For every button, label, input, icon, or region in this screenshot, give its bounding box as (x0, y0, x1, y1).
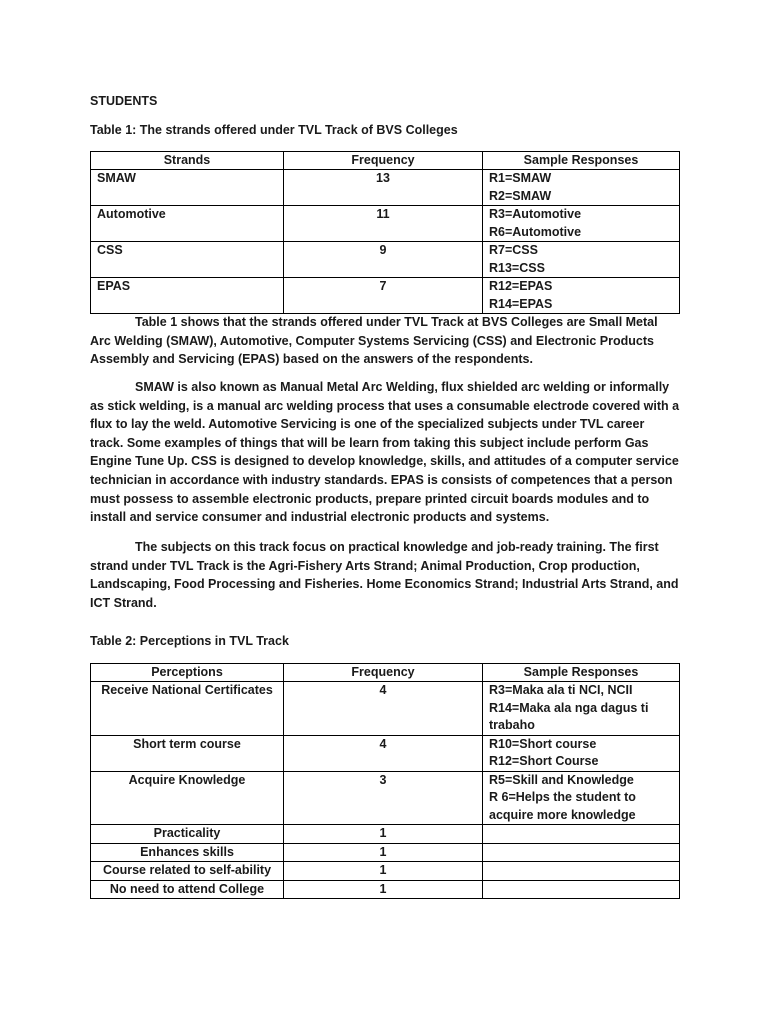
responses-cell (483, 862, 680, 881)
response-text: R5=Skill and Knowledge (489, 772, 634, 787)
perception-cell: Acquire Knowledge (91, 771, 284, 825)
response-text: R6=Automotive (489, 224, 582, 239)
responses-cell (483, 170, 680, 206)
table-row (91, 735, 680, 771)
responses-cell (483, 880, 680, 899)
perception-cell: No need to attend College (91, 880, 284, 899)
frequency-cell: 4 (284, 682, 483, 736)
perception-cell: Enhances skills (91, 843, 284, 862)
responses-cell (483, 843, 680, 862)
perception-cell: Practicality (91, 825, 284, 844)
paragraph-strand-descriptions: SMAW is also known as Manual Metal Arc Welding, flux shielded arc welding or informally as stick welding, is a manual arc welding process that uses a consumable electrode covered with a flux to lay the weld. Automotive Servicing is one of the specialized subjects under TVL career track. Some examples of things that will be learn from taking this subject include perform Gas Engine Tune Up. CSS is designed to develop knowledge, skills, and attitudes of a computer service technician in accordance with industry standards. EPAS is consists of competences that a person must possess to assemble electronic products, prepare printed circuit boards modules and to install and service consumer and industrial electronic products and systems. (90, 380, 680, 525)
responses-cell (483, 278, 680, 314)
table-row (91, 170, 680, 206)
response-text: R1=SMAW (489, 171, 552, 185)
response-text: R2=SMAW (489, 188, 552, 203)
frequency-cell: 7 (284, 278, 483, 314)
table-row (91, 278, 680, 314)
strand-cell: EPAS (91, 278, 284, 314)
table-row (91, 880, 680, 899)
table-header-cell: Strands (91, 152, 284, 170)
strand-cell: CSS (91, 242, 284, 278)
responses-cell (483, 771, 680, 825)
table2-caption: Table 2: Perceptions in TVL Track (90, 634, 289, 648)
frequency-cell: 3 (284, 771, 483, 825)
table-header-cell: Frequency (284, 664, 483, 682)
response-text: R12=EPAS (489, 279, 553, 293)
frequency-cell: 1 (284, 825, 483, 844)
frequency-cell: 1 (284, 880, 483, 899)
paragraph-track-subjects: The subjects on this track focus on practical knowledge and job-ready training. The first strand under TVL Track is the Agri-Fishery Arts Strand; Animal Production, Crop production, Landscaping, Food Processing and Fisheries. Home Economics Strand; Industrial Arts Strand, and ICT Strand. (90, 540, 679, 610)
responses-cell (483, 682, 680, 736)
table-row (91, 825, 680, 844)
table-header-cell: Perceptions (91, 664, 284, 682)
table-row (91, 862, 680, 881)
response-text: R3=Maka ala ti NCI, NCII (489, 683, 633, 697)
response-text: R12=Short Course (489, 754, 599, 768)
paragraph-table1-summary: Table 1 shows that the strands offered under TVL Track at BVS Colleges are Small Metal Arc Welding (SMAW), Automotive, Computer Systems Servicing (CSS) and Electronic Products Assembly and Servicing (EPAS) based on the answers of the respondents. (90, 315, 658, 367)
table1-caption: Table 1: The strands offered under TVL Track of BVS Colleges (90, 123, 458, 137)
responses-cell (483, 206, 680, 242)
responses-cell (483, 242, 680, 278)
table-row (91, 242, 680, 278)
response-text: R13=CSS (489, 260, 545, 275)
perception-cell: Short term course (91, 735, 284, 771)
responses-cell (483, 735, 680, 771)
response-text: R 6=Helps the student to acquire more knowledge (489, 790, 636, 822)
responses-cell (483, 825, 680, 844)
response-text: R14=EPAS (489, 296, 553, 311)
table-row (91, 771, 680, 825)
table-header-cell: Frequency (284, 152, 483, 170)
perception-cell: Receive National Certificates (91, 682, 284, 736)
table-header-cell: Sample Responses (483, 664, 680, 682)
strand-cell: SMAW (91, 170, 284, 206)
strand-cell: Automotive (91, 206, 284, 242)
response-text: R3=Automotive (489, 207, 582, 221)
frequency-cell: 13 (284, 170, 483, 206)
table-row (91, 843, 680, 862)
response-text: R14=Maka ala nga dagus ti trabaho (489, 700, 649, 732)
frequency-cell: 9 (284, 242, 483, 278)
frequency-cell: 4 (284, 735, 483, 771)
frequency-cell: 1 (284, 843, 483, 862)
section-heading: STUDENTS (90, 94, 158, 108)
table-row (91, 206, 680, 242)
perception-cell: Course related to self-ability (91, 862, 284, 881)
table-header-cell: Sample Responses (483, 152, 680, 170)
response-text: R10=Short course (489, 736, 597, 751)
frequency-cell: 1 (284, 862, 483, 881)
table-header-row (91, 152, 680, 170)
table2-perceptions (90, 663, 680, 899)
table-row (91, 682, 680, 736)
response-text: R7=CSS (489, 243, 538, 257)
frequency-cell: 11 (284, 206, 483, 242)
table-header-row (91, 664, 680, 682)
table1-strands (90, 151, 680, 314)
